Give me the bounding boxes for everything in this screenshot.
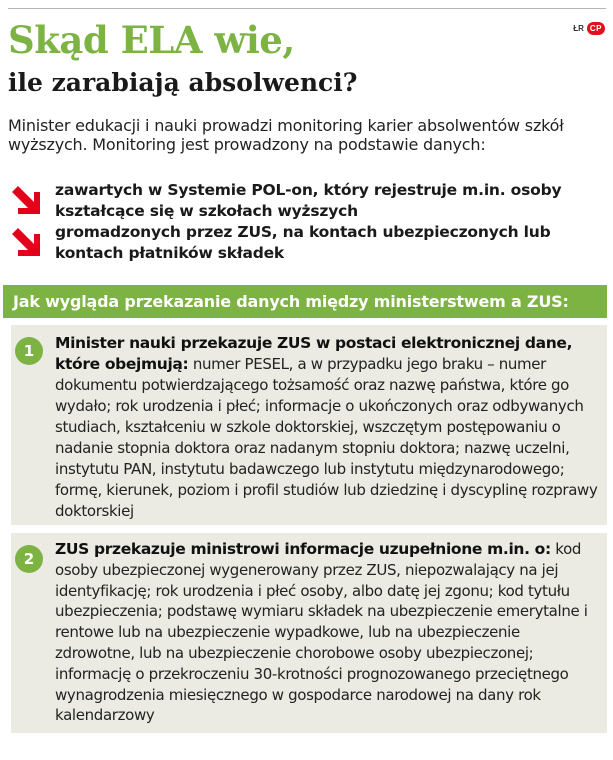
step-content <box>55 333 603 522</box>
red-diagonal-arrow-icon <box>8 224 42 258</box>
publisher-logo-icon: CP <box>587 22 605 35</box>
section-heading: Jak wygląda przekazanie danych między ministerstwem a ZUS: <box>13 292 569 311</box>
bullet-text: zawartych w Systemie POL-on, który rejestruje m.in. osoby kształcące się w szkołach wyższych <box>55 181 562 220</box>
intro-paragraph: Minister edukacji i nauki prowadzi monitoring karier absolwentów szkół wyższych. Monitoring jest prowadzony na podstawie danych: <box>8 116 564 154</box>
bullet-text: gromadzonych przez ZUS, na kontach ubezpieczonych lub kontach płatników składek <box>55 223 551 262</box>
bullet-item <box>8 180 608 224</box>
step-number-badge: 2 <box>15 545 43 573</box>
section-heading-bar <box>3 285 607 318</box>
bullet-item <box>8 222 608 266</box>
step-body: kod osoby ubezpieczonej wygenerowany przez ZUS, niepozwalający na jej identyfikację; rok urodzenia i płeć osoby, albo datę jej zgonu; kod tytułu ubezpieczenia; podstawę wymiaru składek na ubezpieczenie emerytalne i rentowe lub na ubezpieczenie wypadkowe, lub na ubezpieczenie zdrowotne, lub na ubezpieczenie chorobowe osoby ubezpieczonej; informację o przekroczeniu 30-krotności prognozowanego przeciętnego wynagrodzenia miesięcznego w gospodarce narodowej na dany rok kalendarzowy <box>55 540 588 725</box>
page-title: Skąd ELA wie, <box>8 18 295 62</box>
credit-initials: ŁR <box>573 24 584 33</box>
step-number-badge: 1 <box>15 337 43 365</box>
step-lead: Minister nauki przekazuje ZUS w postaci elektronicznej dane, które obejmują: <box>55 334 573 373</box>
step-content <box>55 539 603 726</box>
page-subtitle: ile zarabiają absolwenci? <box>8 68 358 97</box>
step-box-2 <box>11 533 607 733</box>
red-diagonal-arrow-icon <box>8 182 42 216</box>
credit <box>573 22 605 35</box>
step-box-1 <box>11 325 607 525</box>
step-body: numer PESEL, a w przypadku jego braku – numer dokumentu potwierdzającego tożsamość oraz nazwę państwa, które go wydało; rok urodzenia i płeć; informacje o ukończonych oraz odbywanych studiach, kształceniu w szkole doktorskiej, wszczętym postępowaniu o nadanie stopnia doktora oraz nadanym stopniu doktora; nazwę uczelni, instytutu PAN, instytutu badawczego lub instytutu międzynarodowego; formę, kierunek, poziom i profil studiów lub dziedzinę i dyscyplinę rozprawy doktorskiej <box>55 355 598 520</box>
step-lead: ZUS przekazuje ministrowi informacje uzupełnione m.in. o: <box>55 540 551 558</box>
top-divider <box>8 8 606 9</box>
